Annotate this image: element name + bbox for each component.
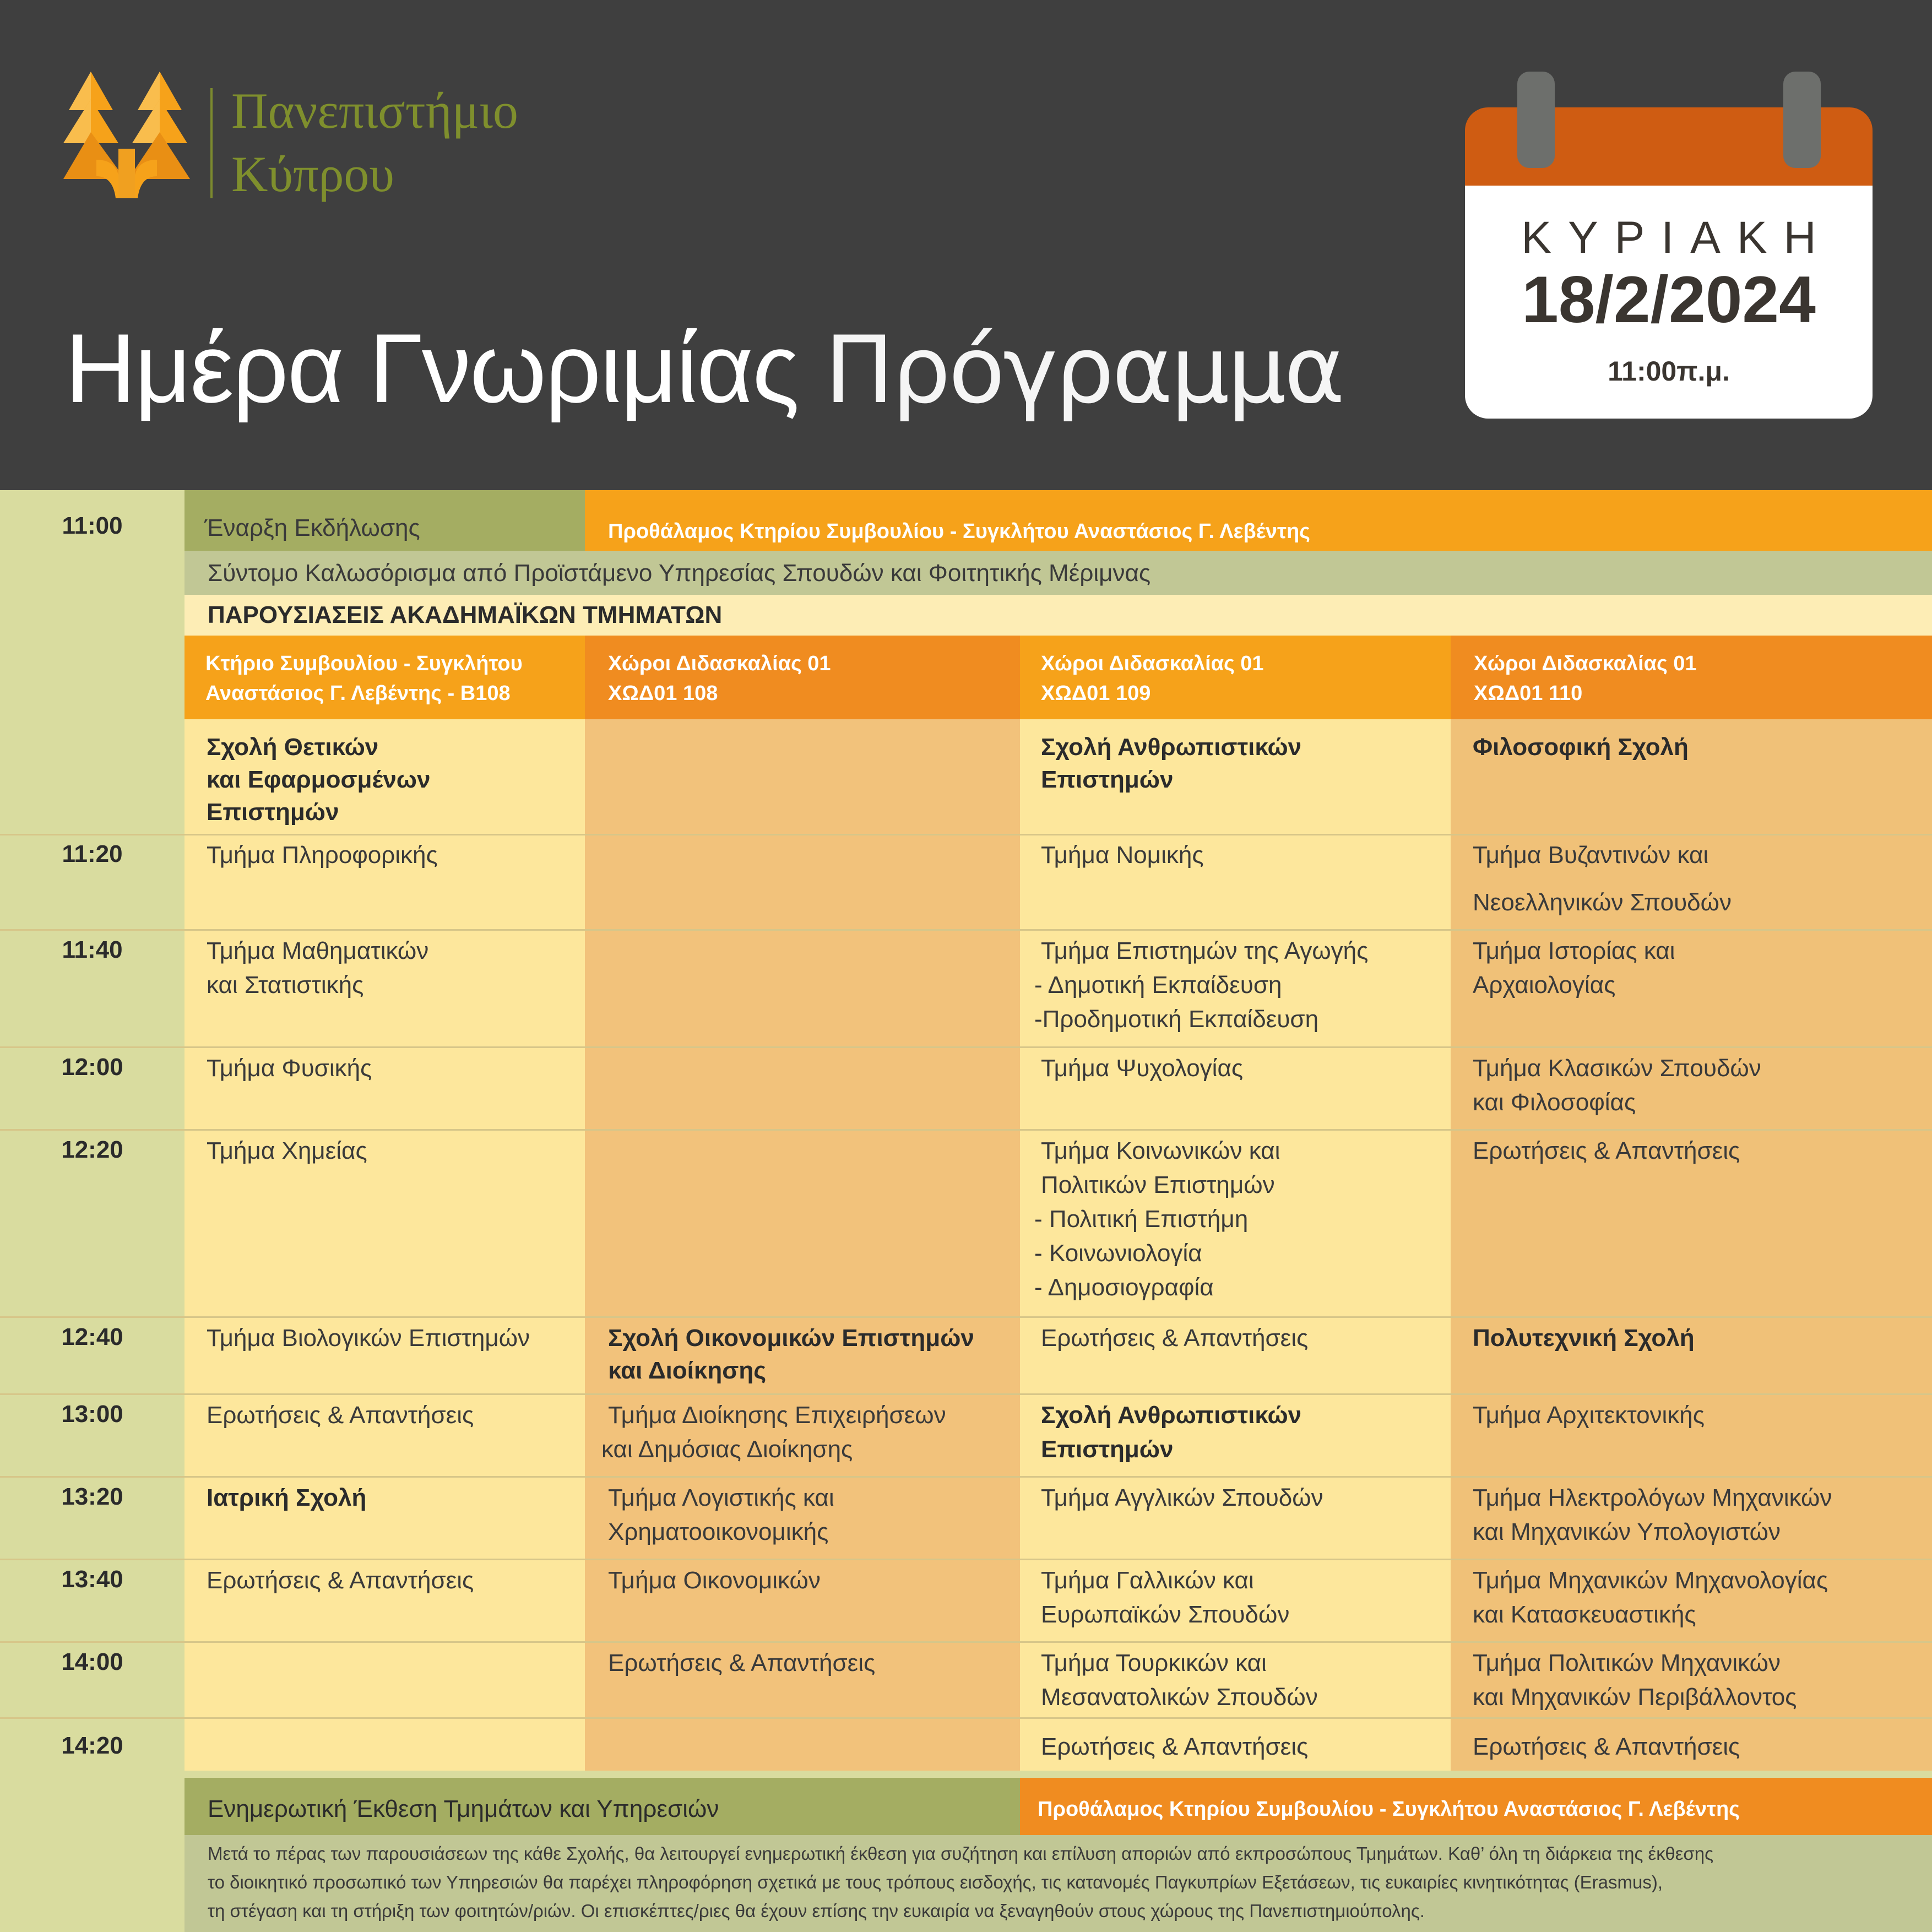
- school-humanities-line2: Επιστημών: [1041, 766, 1174, 793]
- row-divider: [0, 1316, 1932, 1318]
- opening-location-cell: [585, 490, 1932, 551]
- venue-1-line2: Αναστάσιος Γ. Λεβέντης - Β108: [205, 682, 511, 705]
- row-divider: [0, 1476, 1932, 1478]
- header: [0, 0, 1932, 490]
- schedule: [0, 490, 1932, 1932]
- calendar-day: ΚΥΡΙΑΚΗ: [1521, 213, 1833, 263]
- dept-education-line1: Τμήμα Επιστημών της Αγωγής: [1041, 937, 1369, 964]
- opening-event: Έναρξη Εκδήλωσης: [204, 514, 420, 541]
- time-label: 12:40: [61, 1323, 123, 1350]
- dept-civil-line2: και Μηχανικών Περιβάλλοντος: [1473, 1684, 1797, 1711]
- qa-item: Ερωτήσεις & Απαντήσεις: [608, 1649, 876, 1676]
- venue-header-4: [1451, 636, 1932, 719]
- dept-accounting-line1: Τμήμα Λογιστικής και: [608, 1484, 834, 1511]
- venue-4-line1: Χώροι Διδασκαλίας 01: [1474, 652, 1697, 675]
- exhibition-note-line3: τη στέγαση και τη στήριξη των φοιτητών/ριών. Οι επισκέπτες/ριες θα έχουν επίσης την ευκαιρία να ξεναγηθούν στους χώρους της Πανεπιστημιούπολης.: [208, 1901, 1425, 1921]
- calendar-time: 11:00π.μ.: [1608, 356, 1730, 387]
- time-label: 11:40: [62, 936, 123, 963]
- dept-education-line2: - Δημοτική Εκπαίδευση: [1034, 972, 1282, 998]
- time-label: 11:00: [62, 512, 123, 539]
- dept-social-line1: Τμήμα Κοινωνικών και: [1041, 1137, 1280, 1164]
- calendar-ring-left: [1517, 72, 1555, 168]
- time-label: 14:00: [61, 1648, 123, 1675]
- time-label: 13:40: [61, 1566, 123, 1593]
- dept-byzantine-line2: Νεοελληνικών Σπουδών: [1473, 889, 1732, 916]
- welcome-cell: [184, 551, 1932, 595]
- row-divider: [0, 929, 1932, 931]
- logo-text-line1: Πανεπιστήμιο: [231, 83, 518, 139]
- exhibition-title: Ενημερωτική Έκθεση Τμημάτων και Υπηρεσιών: [208, 1795, 719, 1822]
- venue-1-line1: Κτήριο Συμβουλίου - Συγκλήτου: [205, 652, 523, 675]
- dept-education-line3: -Προδημοτική Εκπαίδευση: [1034, 1006, 1319, 1033]
- row-divider: [0, 1046, 1932, 1048]
- qa-item: Ερωτήσεις & Απαντήσεις: [1041, 1325, 1309, 1352]
- time-label: 11:20: [62, 840, 123, 867]
- time-label: 14:20: [61, 1732, 123, 1759]
- row-divider: [0, 1559, 1932, 1560]
- dept-math-line1: Τμήμα Μαθηματικών: [207, 937, 429, 964]
- dept-classics-line1: Τμήμα Κλασικών Σπουδών: [1473, 1055, 1761, 1082]
- dept-social-line4: - Κοινωνιολογία: [1034, 1240, 1202, 1267]
- dept-civil-line1: Τμήμα Πολιτικών Μηχανικών: [1473, 1649, 1781, 1676]
- school-science-line1: Σχολή Θετικών: [207, 734, 379, 761]
- exhibition-cell: [184, 1778, 1020, 1835]
- calendar-ring-right: [1783, 72, 1821, 168]
- page-title-sub: Πρόγραμμα: [824, 316, 1343, 424]
- venue-3-line1: Χώροι Διδασκαλίας 01: [1041, 652, 1264, 675]
- dept-math-line2: και Στατιστικής: [207, 972, 364, 998]
- dept-turkish-line2: Μεσανατολικών Σπουδών: [1041, 1684, 1318, 1711]
- dept-social-line2: Πολιτικών Επιστημών: [1041, 1171, 1275, 1198]
- page-title: [65, 313, 1343, 424]
- school-science-line3: Επιστημών: [207, 799, 339, 826]
- dept-chemistry: Τμήμα Χημείας: [207, 1137, 367, 1164]
- school-humanities-2-line2: Επιστημών: [1041, 1436, 1174, 1463]
- dept-english: Τμήμα Αγγλικών Σπουδών: [1041, 1484, 1323, 1511]
- dept-business-line2: και Δημόσιας Διοίκησης: [601, 1436, 853, 1463]
- dept-french-line2: Ευρωπαϊκών Σπουδών: [1041, 1601, 1290, 1628]
- dept-byzantine-line1: Τμήμα Βυζαντινών και: [1473, 842, 1709, 869]
- school-humanities-line1: Σχολή Ανθρωπιστικών: [1041, 734, 1302, 761]
- qa-item: Ερωτήσεις & Απαντήσεις: [1473, 1733, 1740, 1760]
- qa-item: Ερωτήσεις & Απαντήσεις: [207, 1567, 474, 1594]
- dept-french-line1: Τμήμα Γαλλικών και: [1041, 1567, 1254, 1594]
- venue-header-3: [1020, 636, 1451, 719]
- presentations-cell: [184, 595, 1932, 636]
- venue-header-1: [184, 636, 585, 719]
- qa-item: Ερωτήσεις & Απαντήσεις: [1473, 1137, 1740, 1164]
- exhibition-note-line2: το διοικητικό προσωπικό των Υπηρεσιών θα παρέχει πληροφόρηση σχετικά με τους τρόπους εισδοχής, τις κατανομές Παγκυπρίων Εξετάσεων, τις ευκαιρίες κινητικότητας (Erasmus),: [208, 1872, 1663, 1892]
- time-label: 13:00: [61, 1401, 123, 1428]
- dept-business-line1: Τμήμα Διοίκησης Επιχειρήσεων: [608, 1402, 946, 1429]
- school-humanities-2-line1: Σχολή Ανθρωπιστικών: [1041, 1402, 1302, 1429]
- column-1-bg-last: [184, 1719, 585, 1771]
- school-medical: Ιατρική Σχολή: [207, 1484, 367, 1511]
- opening-location: Προθάλαμος Κτηρίου Συμβουλίου - Συγκλήτου Αναστάσιος Γ. Λεβέντης: [608, 520, 1310, 543]
- dept-ece-line2: και Μηχανικών Υπολογιστών: [1473, 1518, 1781, 1545]
- row-divider: [0, 834, 1932, 835]
- column-2-bg-last: [585, 1719, 1020, 1771]
- dept-history-line2: Αρχαιολογίας: [1473, 972, 1616, 998]
- dept-mechanical-line2: και Κατασκευαστικής: [1473, 1601, 1696, 1628]
- row-divider: [0, 1129, 1932, 1131]
- logo-divider: [210, 88, 213, 198]
- venue-2-line1: Χώροι Διδασκαλίας 01: [608, 652, 831, 675]
- exhibition-location-cell: [1020, 1778, 1932, 1835]
- school-economics-line2: και Διοίκησης: [608, 1357, 767, 1384]
- dept-turkish-line1: Τμήμα Τουρκικών και: [1041, 1649, 1267, 1676]
- dept-law: Τμήμα Νομικής: [1041, 842, 1204, 869]
- school-engineering: Πολυτεχνική Σχολή: [1473, 1325, 1695, 1352]
- opening-event-cell: [184, 490, 585, 551]
- dept-economics: Τμήμα Οικονομικών: [608, 1567, 821, 1594]
- dept-social-line5: - Δημοσιογραφία: [1034, 1274, 1214, 1301]
- presentations-heading: ΠΑΡΟΥΣΙΑΣΕΙΣ ΑΚΑΔΗΜΑΪΚΩΝ ΤΜΗΜΑΤΩΝ: [208, 601, 723, 628]
- row-divider: [0, 1641, 1932, 1643]
- venue-header-2: [585, 636, 1020, 719]
- exhibition-note-cell: [184, 1835, 1932, 1932]
- logo-text-line2: Κύπρου: [231, 146, 394, 202]
- dept-psychology: Τμήμα Ψυχολογίας: [1041, 1055, 1244, 1082]
- dept-architecture: Τμήμα Αρχιτεκτονικής: [1473, 1402, 1705, 1429]
- page-title-main: Ημέρα Γνωριμίας: [65, 313, 799, 423]
- dept-history-line1: Τμήμα Ιστορίας και: [1473, 937, 1675, 964]
- dept-mechanical-line1: Τμήμα Μηχανικών Μηχανολογίας: [1473, 1567, 1828, 1594]
- time-label: 13:20: [61, 1483, 123, 1510]
- dept-biology: Τμήμα Βιολογικών Επιστημών: [207, 1325, 530, 1352]
- exhibition-note-line1: Μετά το πέρας των παρουσιάσεων της κάθε Σχολής, θα λειτουργεί ενημερωτική έκθεση για συζήτηση και επίλυση αποριών από εκπροσώπους Τμημάτων. Καθ’ όλη τη διάρκεια της έκθεσης: [208, 1843, 1714, 1864]
- dept-accounting-line2: Χρηματοοικονομικής: [608, 1518, 829, 1545]
- school-philosophy: Φιλοσοφική Σχολή: [1473, 734, 1689, 761]
- dept-informatics: Τμήμα Πληροφορικής: [207, 842, 438, 869]
- qa-item: Ερωτήσεις & Απαντήσεις: [1041, 1733, 1309, 1760]
- time-label: 12:00: [61, 1054, 123, 1081]
- school-economics-line1: Σχολή Οικονομικών Επιστημών: [608, 1325, 974, 1352]
- qa-item: Ερωτήσεις & Απαντήσεις: [207, 1402, 474, 1429]
- calendar-icon: [1465, 107, 1873, 419]
- row-divider: [0, 1393, 1932, 1395]
- dept-social-line3: - Πολιτική Επιστήμη: [1034, 1206, 1249, 1233]
- venue-3-line2: ΧΩΔ01 109: [1041, 682, 1151, 705]
- venue-4-line2: ΧΩΔ01 110: [1474, 682, 1583, 705]
- welcome-text: Σύντομο Καλωσόρισμα από Προϊστάμενο Υπηρεσίας Σπουδών και Φοιτητικής Μέριμνας: [208, 560, 1151, 587]
- cypress-trees-logo-icon: [63, 66, 190, 198]
- dept-ece-line1: Τμήμα Ηλεκτρολόγων Μηχανικών: [1473, 1484, 1832, 1511]
- school-science-line2: και Εφαρμοσμένων: [207, 766, 431, 793]
- venue-2-line2: ΧΩΔ01 108: [608, 682, 718, 705]
- exhibition-location: Προθάλαμος Κτηρίου Συμβουλίου - Συγκλήτου Αναστάσιος Γ. Λεβέντης: [1038, 1798, 1740, 1821]
- calendar-date: 18/2/2024: [1522, 263, 1816, 337]
- dept-physics: Τμήμα Φυσικής: [207, 1055, 372, 1082]
- time-label: 12:20: [61, 1136, 123, 1163]
- dept-classics-line2: και Φιλοσοφίας: [1473, 1089, 1636, 1116]
